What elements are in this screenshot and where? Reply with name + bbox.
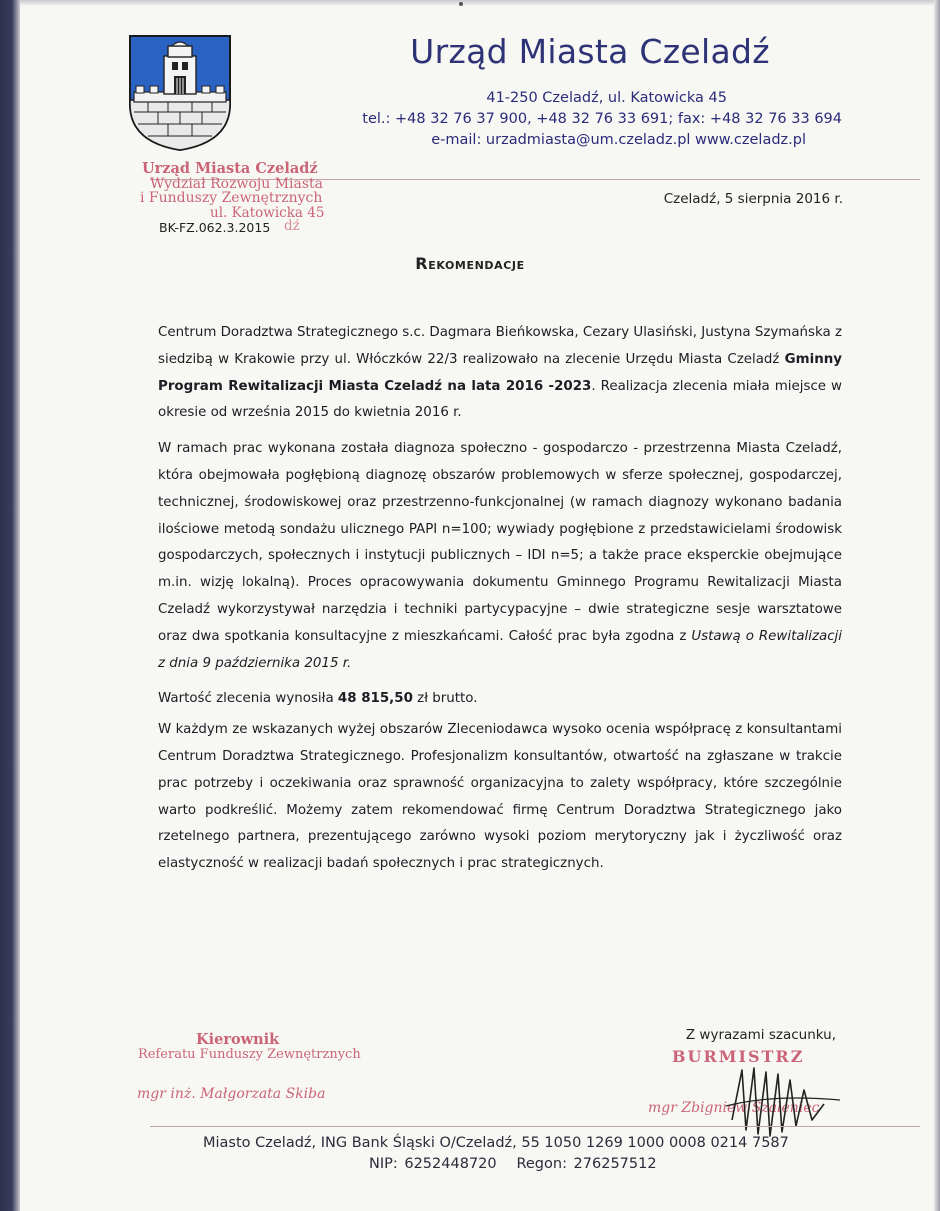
stamp-line-department: Wydział Rozwoju Miasta (150, 176, 324, 192)
letter-date: Czeladź, 5 sierpnia 2016 r. (663, 191, 843, 207)
stamp-line-funds: i Funduszy Zewnętrznych (140, 190, 323, 206)
scan-top-edge (0, 0, 940, 6)
intro-text: Centrum Doradztwa Strategicznego s.c. Dagmara Bieńkowska, Cezary Ulasiński, Justyna Szymańska z siedzibą w Krakowie przy ul. Włóczków 22/3 realizowało na zlecenie Urzędu Miasta Czeladź (158, 325, 842, 367)
paragraph-scope (158, 436, 842, 677)
contract-value: 48 815,50 (337, 691, 413, 707)
stamp-line-office: Urząd Miasta Czeladź (142, 160, 318, 177)
stamp-manager-name: mgr inż. Małgorzata Skiba (137, 1086, 326, 1102)
stamp-mayor-name: mgr Zbigniew Szaleniec (648, 1100, 820, 1116)
stamp-manager-title: Kierownik (196, 1031, 280, 1048)
paragraph-intro (158, 320, 842, 427)
paragraph-recommendation: W każdym ze wskazanych wyżej obszarów Zleceniodawca wysoko ocenia współpracę z konsultantami Centrum Doradztwa Strategicznego. Profesjonalizm konsultantów, otwartość na zgłaszane w trakcie prac potrzeby i oczekiwania oraz sprawność organizacyjna to zalety współpracy, które szczególnie warto podkreślić. Możemy zatem rekomendować firmę Centrum Doradztwa Strategicznego jako rzetelnego partnera, prezentującego zarówno wysoki poziom merytoryczny jak i życzliwość oraz elastyczność w realizacji badań społecznych i prac strategicznych. (158, 722, 842, 872)
law-reference: Ustawą o Rewitalizacji z dnia 9 października 2015 r. (158, 628, 842, 671)
stamp-line-address: ul. Katowicka 45 (210, 205, 325, 221)
letter-body (158, 320, 842, 887)
value-text: Wartość zlecenia wynosiła (158, 691, 338, 707)
footer-bank-details: Miasto Czeladź, ING Bank Śląski O/Czeladź, 55 1050 1269 1000 0008 0214 7587 (203, 1135, 789, 1151)
closing-phrase: Z wyrazami szacunku, (685, 1027, 836, 1043)
letter-heading: Rekomendacje (415, 254, 525, 273)
value-text-end: zł brutto. (412, 691, 478, 707)
stamp-mayor-title: BURMISTRZ (672, 1047, 805, 1066)
footer-tax-ids (369, 1156, 657, 1172)
stamp-manager-unit: Referatu Funduszy Zewnętrznych (138, 1047, 361, 1062)
footer-nip: NIP: 6252448720 (369, 1156, 497, 1172)
program-name: Gminny Program Rewitalizacji Miasta Czeladź na lata 2016 -2023 (158, 351, 842, 394)
stamp-line-city: dź (284, 218, 300, 234)
scan-speck (459, 2, 463, 6)
org-address: 41-250 Czeladź, ul. Katowicka 45 (486, 90, 727, 106)
scan-left-edge (0, 0, 20, 1211)
intro-text-end: . Realizacja zlecenia miała miejsce w okresie od września 2015 do kwietnia 2016 r. (158, 378, 842, 421)
reference-number: BK-FZ.062.3.2015 (159, 220, 271, 235)
org-email-web: e-mail: urzadmiasta@um.czeladz.pl www.czeladz.pl (431, 132, 806, 148)
scan-right-edge (934, 0, 940, 1211)
footer-divider (150, 1126, 920, 1127)
org-phone-fax: tel.: +48 32 76 37 900, +48 32 76 33 691; fax: +48 32 76 33 694 (362, 111, 842, 127)
paragraph-value (158, 686, 842, 713)
org-name: Urząd Miasta Czeladź (410, 32, 770, 71)
scope-text: W ramach prac wykonana została diagnoza społeczno - gospodarczo - przestrzenna Miasta Czeladź, która obejmowała pogłębioną diagnozę obszarów problemowych w sferze społecznej, gospodarczej, technicznej, środowiskowej oraz przestrzenno-funkcjonalnej (w ramach diagnozy wykonano badania ilościowe metodą sondażu ulicznego PAPI n=100; wywiady pogłębione z przedstawicielami środowisk gospodarczych, społecznych i instytucji publicznych – IDI n=5; a także prace eksperckie obejmujące m.in. wizję lokalną). Proces opracowywania dokumentu Gminnego Programu Rewitalizacji Miasta Czeladź wykorzystywał narzędzia i techniki partycypacyjne – dwie strategiczne sesje warsztatowe oraz dwa spotkania konsultacyjne z mieszkańcami. Całość prac była zgodna z (158, 441, 842, 644)
footer-regon: Regon: 276257512 (516, 1156, 657, 1172)
